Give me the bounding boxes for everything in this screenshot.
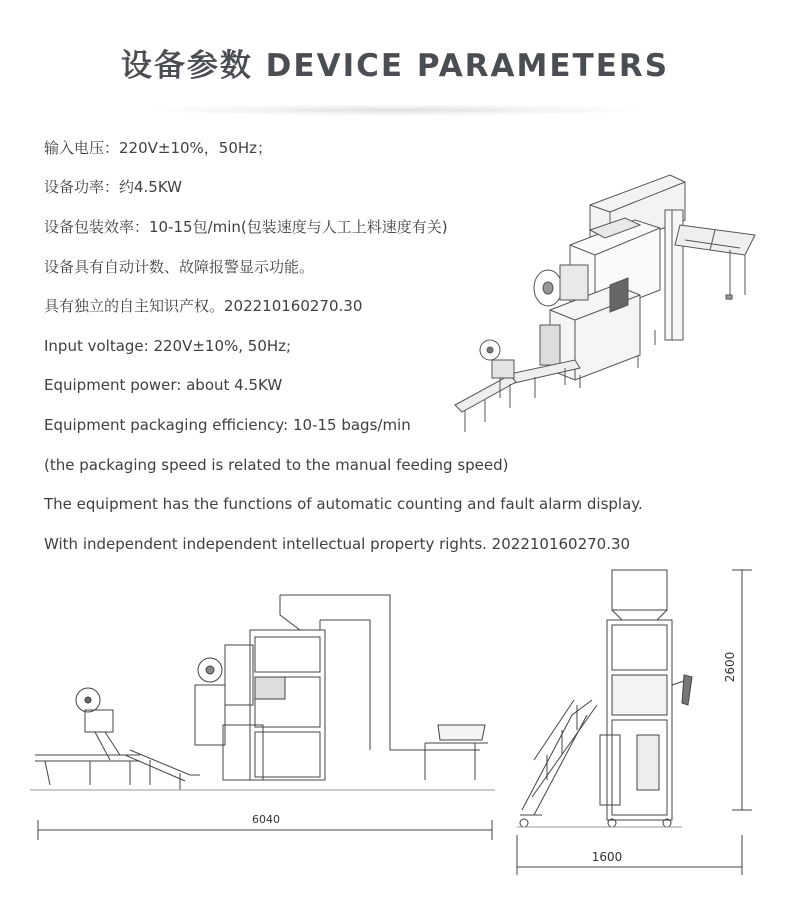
spec-line-power-cn: 设备功率：约4.5KW: [44, 178, 182, 196]
spec-line-efficiency-cn: 设备包装效率：10-15包/min(包装速度与人工上料速度有关): [44, 218, 448, 236]
page-title: 设备参数 DEVICE PARAMETERS: [120, 48, 670, 84]
spec-line-voltage-en: Input voltage: 220V±10%, 50Hz;: [44, 337, 292, 355]
spec-line-ip-en: With independent independent intellectual property rights. 202210160270.30: [44, 535, 631, 553]
front-width-dimension: 1600: [591, 850, 623, 864]
title-shadow-divider: [145, 104, 645, 116]
spec-line-ip-cn: 具有独立的自主知识产权。202210160270.30: [44, 297, 363, 315]
spec-line-functions-en: The equipment has the functions of automatic counting and fault alarm display.: [44, 495, 643, 513]
spec-line-power-en: Equipment power: about 4.5KW: [44, 376, 283, 394]
spec-line-speed-note-en: (the packaging speed is related to the manual feeding speed): [44, 456, 509, 474]
front-elevation-drawing: [512, 565, 762, 880]
machine-isometric-illustration: [440, 170, 780, 440]
front-height-dimension: 2600: [723, 651, 737, 683]
spec-line-functions-cn: 设备具有自动计数、故障报警显示功能。: [44, 258, 315, 276]
spec-line-efficiency-en: Equipment packaging efficiency: 10-15 bags/min: [44, 416, 411, 434]
side-length-dimension: 6040: [252, 813, 280, 826]
side-elevation-drawing: [30, 585, 500, 845]
spec-line-voltage-cn: 输入电压：220V±10%，50Hz；: [44, 139, 273, 157]
